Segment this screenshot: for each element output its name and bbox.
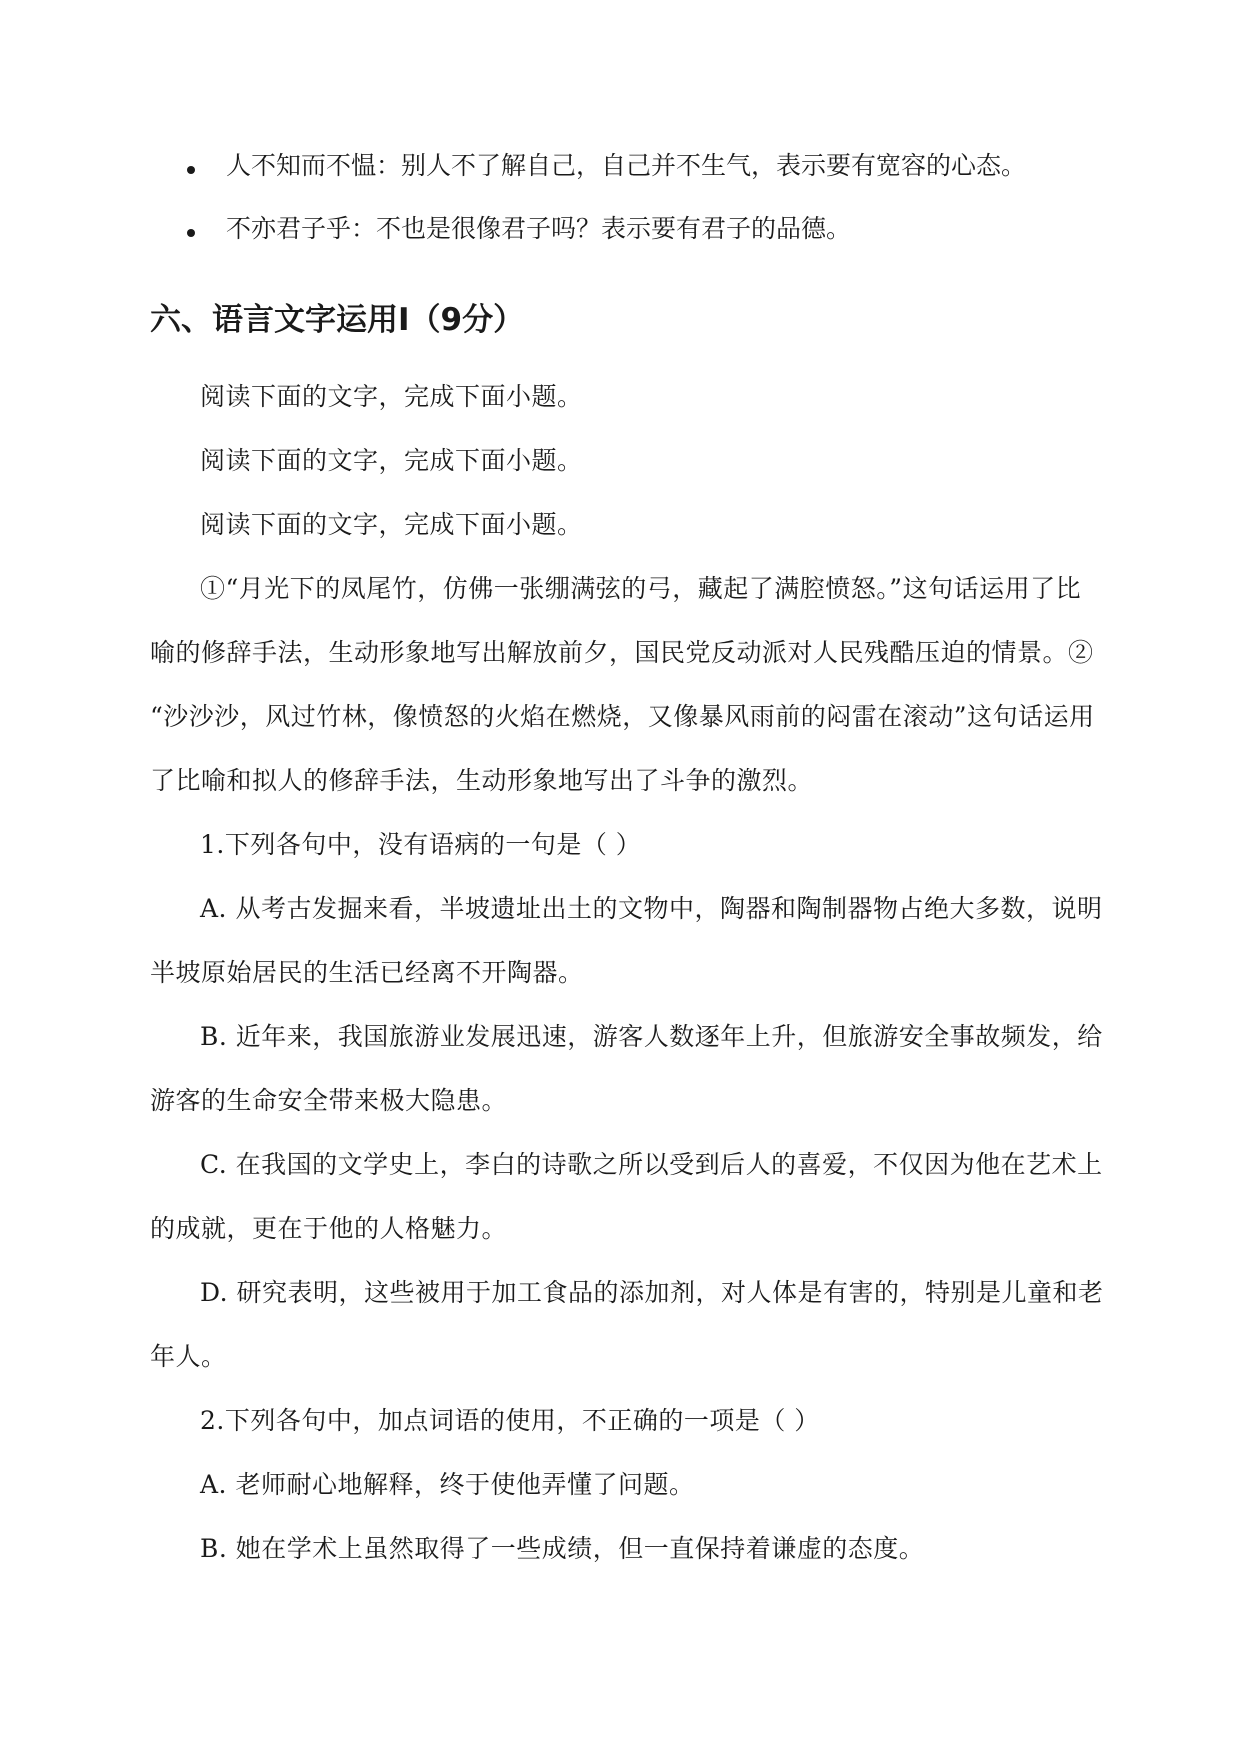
instruction-line: 阅读下面的文字，完成下面小题。 [200, 382, 583, 411]
passage-line: 喻的修辞手法，生动形象地写出解放前夕，国民党反动派对人民残酷压迫的情景。② [150, 638, 1094, 667]
instruction-line: 阅读下面的文字，完成下面小题。 [200, 446, 583, 475]
q1-option-c: C. 在我国的文学史上，李白的诗歌之所以受到后人的喜爱，不仅因为他在艺术上 [200, 1150, 1103, 1179]
passage-line: ①“月光下的凤尾竹，仿佛一张绷满弦的弓，藏起了满腔愤怒。”这句话运用了比 [200, 574, 1082, 603]
q1-option-d-cont: 年人。 [150, 1342, 227, 1371]
passage-line: “沙沙沙，风过竹林，像愤怒的火焰在燃烧，又像暴风雨前的闷雷在滚动”这句话运用 [150, 702, 1095, 731]
bullet-item: 人不知而不愠：别人不了解自己，自己并不生气，表示要有宽容的心态。 [226, 151, 1027, 180]
q1-option-d: D. 研究表明，这些被用于加工食品的添加剂，对人体是有害的，特别是儿童和老 [200, 1278, 1104, 1307]
q1-option-a: A. 从考古发掘来看，半坡遗址出土的文物中，陶器和陶制器物占绝大多数，说明 [200, 894, 1103, 923]
instruction-line: 阅读下面的文字，完成下面小题。 [200, 510, 583, 539]
bullet-dot-icon [187, 166, 195, 174]
question-1-stem: 1.下列各句中，没有语病的一句是（ ） [200, 830, 642, 859]
q2-option-a: A. 老师耐心地解释，终于使他弄懂了问题。 [200, 1470, 695, 1499]
q1-option-b: B. 近年来，我国旅游业发展迅速，游客人数逐年上升，但旅游安全事故频发，给 [200, 1022, 1103, 1051]
question-2-stem: 2.下列各句中，加点词语的使用，不正确的一项是（ ） [200, 1406, 820, 1435]
q1-option-c-cont: 的成就，更在于他的人格魅力。 [150, 1214, 508, 1243]
q2-option-b: B. 她在学术上虽然取得了一些成绩，但一直保持着谦虚的态度。 [200, 1534, 925, 1563]
passage-line: 了比喻和拟人的修辞手法，生动形象地写出了斗争的激烈。 [150, 766, 814, 795]
section-heading: 六、语言文字运用Ⅰ（9分） [150, 302, 525, 338]
q1-option-a-cont: 半坡原始居民的生活已经离不开陶器。 [150, 958, 584, 987]
q1-option-b-cont: 游客的生命安全带来极大隐患。 [150, 1086, 508, 1115]
bullet-dot-icon [187, 229, 195, 237]
bullet-item: 不亦君子乎：不也是很像君子吗？表示要有君子的品德。 [226, 214, 852, 243]
